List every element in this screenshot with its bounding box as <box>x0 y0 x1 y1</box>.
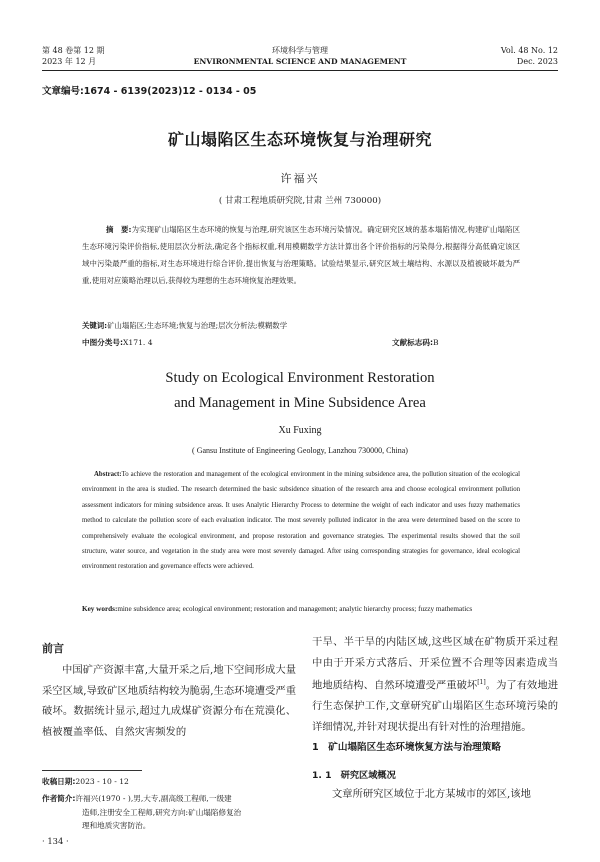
received-label: 收稿日期: <box>42 777 76 786</box>
journal-name-zh: 环境科学与管理 <box>272 46 328 55</box>
clc-label: 中图分类号: <box>82 338 124 347</box>
abstract-zh-text: 为实现矿山塌陷区生态环境的恢复与治理,研究该区生态环境污染情况。确定研究区域的基本塌陷情况,构建矿山塌陷区生态环境污染评价指标,使用层次分析法,确定各个指标权重,利用模糊数学方法计算出各个评价指标的污染得分,根据得分高低确定该区域中污染最严重的指标,对生态环境进行综合评价,提出恢复与治理策略。试验结果显示,研究区域土壤结构、水源以及植被破坏最为严重,使用对应策略治理以后,获得较为理想的生态环境恢复治理效果。 <box>82 225 520 285</box>
title-en-line1: Study on Ecological Environment Restoration <box>165 370 435 386</box>
header-rule <box>42 70 558 71</box>
affiliation-en: ( Gansu Institute of Engineering Geology, Lanzhou 730000, China) <box>192 446 408 455</box>
intro-continuation <box>312 632 558 737</box>
keywords-zh-label: 关键词: <box>82 321 108 330</box>
journal-name-en: ENVIRONMENTAL SCIENCE AND MANAGEMENT <box>193 57 407 66</box>
keywords-zh <box>82 320 520 332</box>
received-date <box>42 775 129 789</box>
article-id: 文章编号:1674 - 6139(2023)12 - 0134 - 05 <box>42 86 257 97</box>
author-bio <box>42 792 302 833</box>
date-en: Dec. 2023 <box>516 57 558 66</box>
author-en: Xu Fuxing <box>278 425 322 436</box>
author-bio-line1: 许福兴(1970 - ),男,大专,副高级工程师,一级建 <box>75 794 232 803</box>
left-column-body <box>42 660 296 742</box>
doc-code-label: 文献标志码: <box>392 338 434 347</box>
clc-number <box>82 337 153 349</box>
abstract-en-text: To achieve the restoration and management of the ecological environment in the mining subsidence area, the pollution situation of the ecological environment in the area is studied. The research determined the basic subsidence situation of the research area and choose ecological environment pollution assessment indicators for mining subsidence areas. It uses Analytic Hierarchy Process to determine the weight of each indicator and uses fuzzy mathematics method to calculate the pollution score of each evaluation indicator. The most severely polluted indicator in the area were determined based on the score to comprehensively evaluate the ecological environment, and propose restoration and governance strategies. The experimental results showed that the soil structure, water source, and vegetation in the study area were most severely damaged. After using corresponding strategies for governance, ideal ecological environment restoration and governance effects were achieved. <box>82 471 520 571</box>
preface-paragraph: 中国矿产资源丰富,大量开采之后,地下空间形成大量采空区域,导致矿区地质结构较为脆弱,生态环境遭受严重破坏。数据统计显示,超过九成煤矿资源分布在荒漠化、植被覆盖率低、自然灾害频发的 <box>42 664 296 738</box>
author-bio-line3: 理和地质灾害防治。 <box>82 821 151 830</box>
section-heading-1: 1 矿山塌陷区生态环境恢复方法与治理策略 <box>312 742 501 753</box>
title-zh: 矿山塌陷区生态环境恢复与治理研究 <box>167 130 432 149</box>
document-code <box>392 337 439 349</box>
keywords-en-label: Key words: <box>82 605 118 613</box>
received-value: 2023 - 10 - 12 <box>75 777 129 786</box>
author-bio-label: 作者简介: <box>42 794 76 803</box>
abstract-zh <box>82 221 520 289</box>
volume-issue-zh: 第 48 卷第 12 期 <box>42 46 105 55</box>
intro-text-a: 干旱、半干旱的内陆区域,这些区域在矿物质开采过程中由于开采方式落后、开采位置不合理等因素造成当地地质结构、自然环境遭受严重破坏 <box>312 636 558 692</box>
author-zh: 许福兴 <box>280 172 320 185</box>
intro-text-b: 。为了有效地进行生态保护工作,文章研究矿山塌陷区生态环境污染的详细情况,并针对现状提出有针对性的治理措施。 <box>312 679 559 733</box>
section-heading-preface: 前言 <box>42 642 64 655</box>
doc-code-value: B <box>433 338 439 347</box>
date-zh: 2023 年 12 月 <box>42 57 97 66</box>
page-number: · 134 · <box>42 836 69 846</box>
clc-value: X171. 4 <box>123 338 153 347</box>
keywords-en <box>82 603 532 615</box>
abstract-zh-label: 摘 要: <box>106 225 132 234</box>
right-column-body <box>312 632 558 737</box>
volume-issue-en: Vol. 48 No. 12 <box>500 46 558 55</box>
section-1-1-body <box>312 784 558 805</box>
author-bio-line2: 造师,注册安全工程师,研究方向:矿山塌陷修复治 <box>82 807 242 817</box>
footnote-rule <box>42 770 142 771</box>
section-heading-1-1: 1. 1 研究区域概况 <box>312 770 396 781</box>
keywords-zh-text: 矿山塌陷区;生态环境;恢复与治理;层次分析法;模糊数学 <box>107 321 288 330</box>
study-area-paragraph: 文章所研究区域位于北方某城市的郊区,该地 <box>332 788 531 800</box>
title-en-line2: and Management in Mine Subsidence Area <box>174 395 426 411</box>
keywords-en-text: mine subsidence area; ecological environment; restoration and management; analytic hierarchy process; fuzzy mathematics <box>117 605 473 613</box>
abstract-en <box>82 467 520 575</box>
abstract-en-label: Abstract: <box>94 471 122 478</box>
citation-1: [1] <box>477 679 486 687</box>
affiliation-zh: ( 甘肃工程地质研究院,甘肃 兰州 730000) <box>218 196 382 206</box>
